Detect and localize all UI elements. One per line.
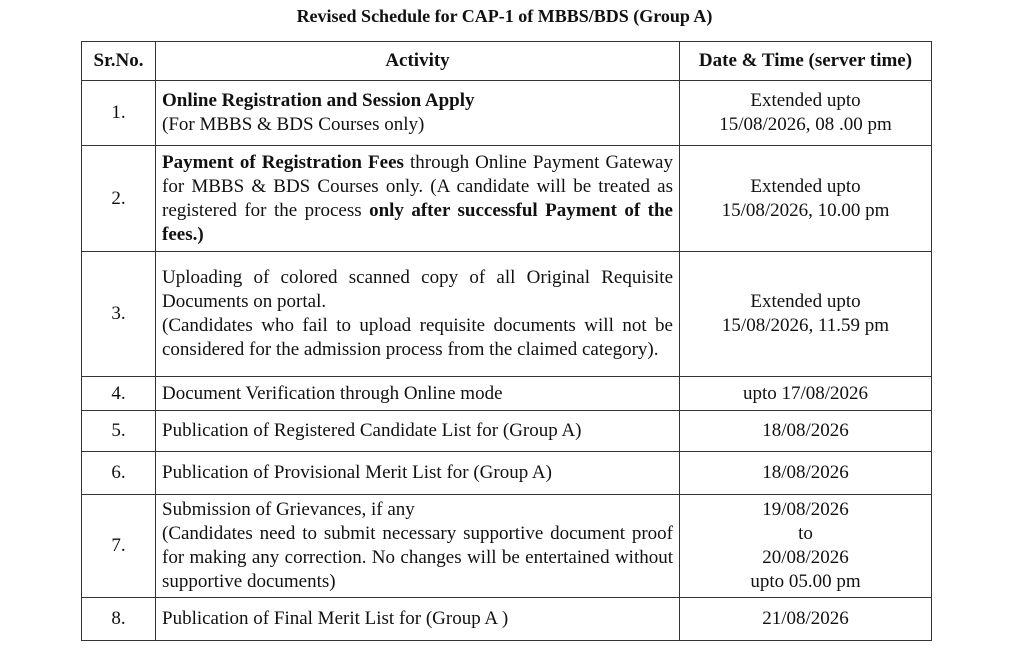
- table-row: [82, 377, 932, 411]
- row-sr-no: 1.: [82, 81, 156, 146]
- date-line: 15/08/2026, 10.00 pm: [721, 199, 890, 221]
- table-row: [82, 598, 932, 641]
- header-sr-no: Sr.No.: [82, 42, 156, 81]
- table-row: [82, 252, 932, 377]
- header-activity: Activity: [156, 42, 680, 81]
- row-sr-no: 7.: [82, 495, 156, 598]
- row-date: [680, 146, 932, 252]
- activity-bold-text: Payment of Registration Fees: [162, 151, 404, 173]
- date-line: Extended upto: [750, 175, 861, 197]
- table-row: [82, 146, 932, 252]
- activity-text: (Candidates who fail to upload requisite documents will not be considered for the admission process from the claimed category).: [162, 315, 673, 360]
- row-date: 21/08/2026: [680, 598, 932, 641]
- row-activity: Document Verification through Online mode: [156, 377, 680, 411]
- row-sr-no: 6.: [82, 452, 156, 495]
- activity-bold-text: only after successful Payment of the fees.): [162, 199, 673, 245]
- date-line: to: [798, 523, 813, 544]
- table-row: [82, 495, 932, 598]
- row-date: [680, 252, 932, 377]
- row-sr-no: 5.: [82, 411, 156, 452]
- row-activity: [156, 495, 680, 598]
- row-sr-no: 4.: [82, 377, 156, 411]
- row-date: upto 17/08/2026: [680, 377, 932, 411]
- table-row: [82, 411, 932, 452]
- row-date: 18/08/2026: [680, 411, 932, 452]
- date-line: 20/08/2026: [762, 547, 849, 568]
- activity-text: through Online Payment Gateway for MBBS & BDS Courses only. (A candidate will be treated as registered for the process: [162, 151, 673, 221]
- table-header-row: [82, 42, 932, 81]
- row-sr-no: 8.: [82, 598, 156, 641]
- table-row: [82, 452, 932, 495]
- activity-text: Uploading of colored scanned copy of all Original Requisite Documents on portal.: [162, 267, 673, 312]
- activity-text: (Candidates need to submit necessary supportive document proof for making any correction. No changes will be entertained without supportive documents): [162, 523, 673, 592]
- date-line: 15/08/2026, 08 .00 pm: [719, 114, 892, 135]
- row-sr-no: 2.: [82, 146, 156, 252]
- row-activity: Publication of Registered Candidate List for (Group A): [156, 411, 680, 452]
- activity-text: (For MBBS & BDS Courses only): [162, 114, 425, 135]
- date-line: Extended upto: [750, 291, 861, 312]
- activity-bold-text: Online Registration and Session Apply: [162, 90, 475, 111]
- table-row: [82, 81, 932, 146]
- date-line: 15/08/2026, 11.59 pm: [721, 315, 890, 336]
- row-date: 18/08/2026: [680, 452, 932, 495]
- row-activity: Publication of Final Merit List for (Group A ): [156, 598, 680, 641]
- activity-text: Submission of Grievances, if any: [162, 499, 415, 520]
- row-date: [680, 81, 932, 146]
- row-activity: [156, 252, 680, 377]
- page-title: Revised Schedule for CAP-1 of MBBS/BDS (Group A): [296, 6, 713, 26]
- row-activity: [156, 146, 680, 252]
- schedule-table: [81, 41, 932, 641]
- row-date: [680, 495, 932, 598]
- date-line: 19/08/2026: [762, 499, 849, 520]
- row-activity: [156, 81, 680, 146]
- row-sr-no: 3.: [82, 252, 156, 377]
- date-line: upto 05.00 pm: [750, 571, 861, 592]
- row-activity: Publication of Provisional Merit List for (Group A): [156, 452, 680, 495]
- date-line: Extended upto: [750, 90, 861, 111]
- header-date-time: Date & Time (server time): [680, 42, 932, 81]
